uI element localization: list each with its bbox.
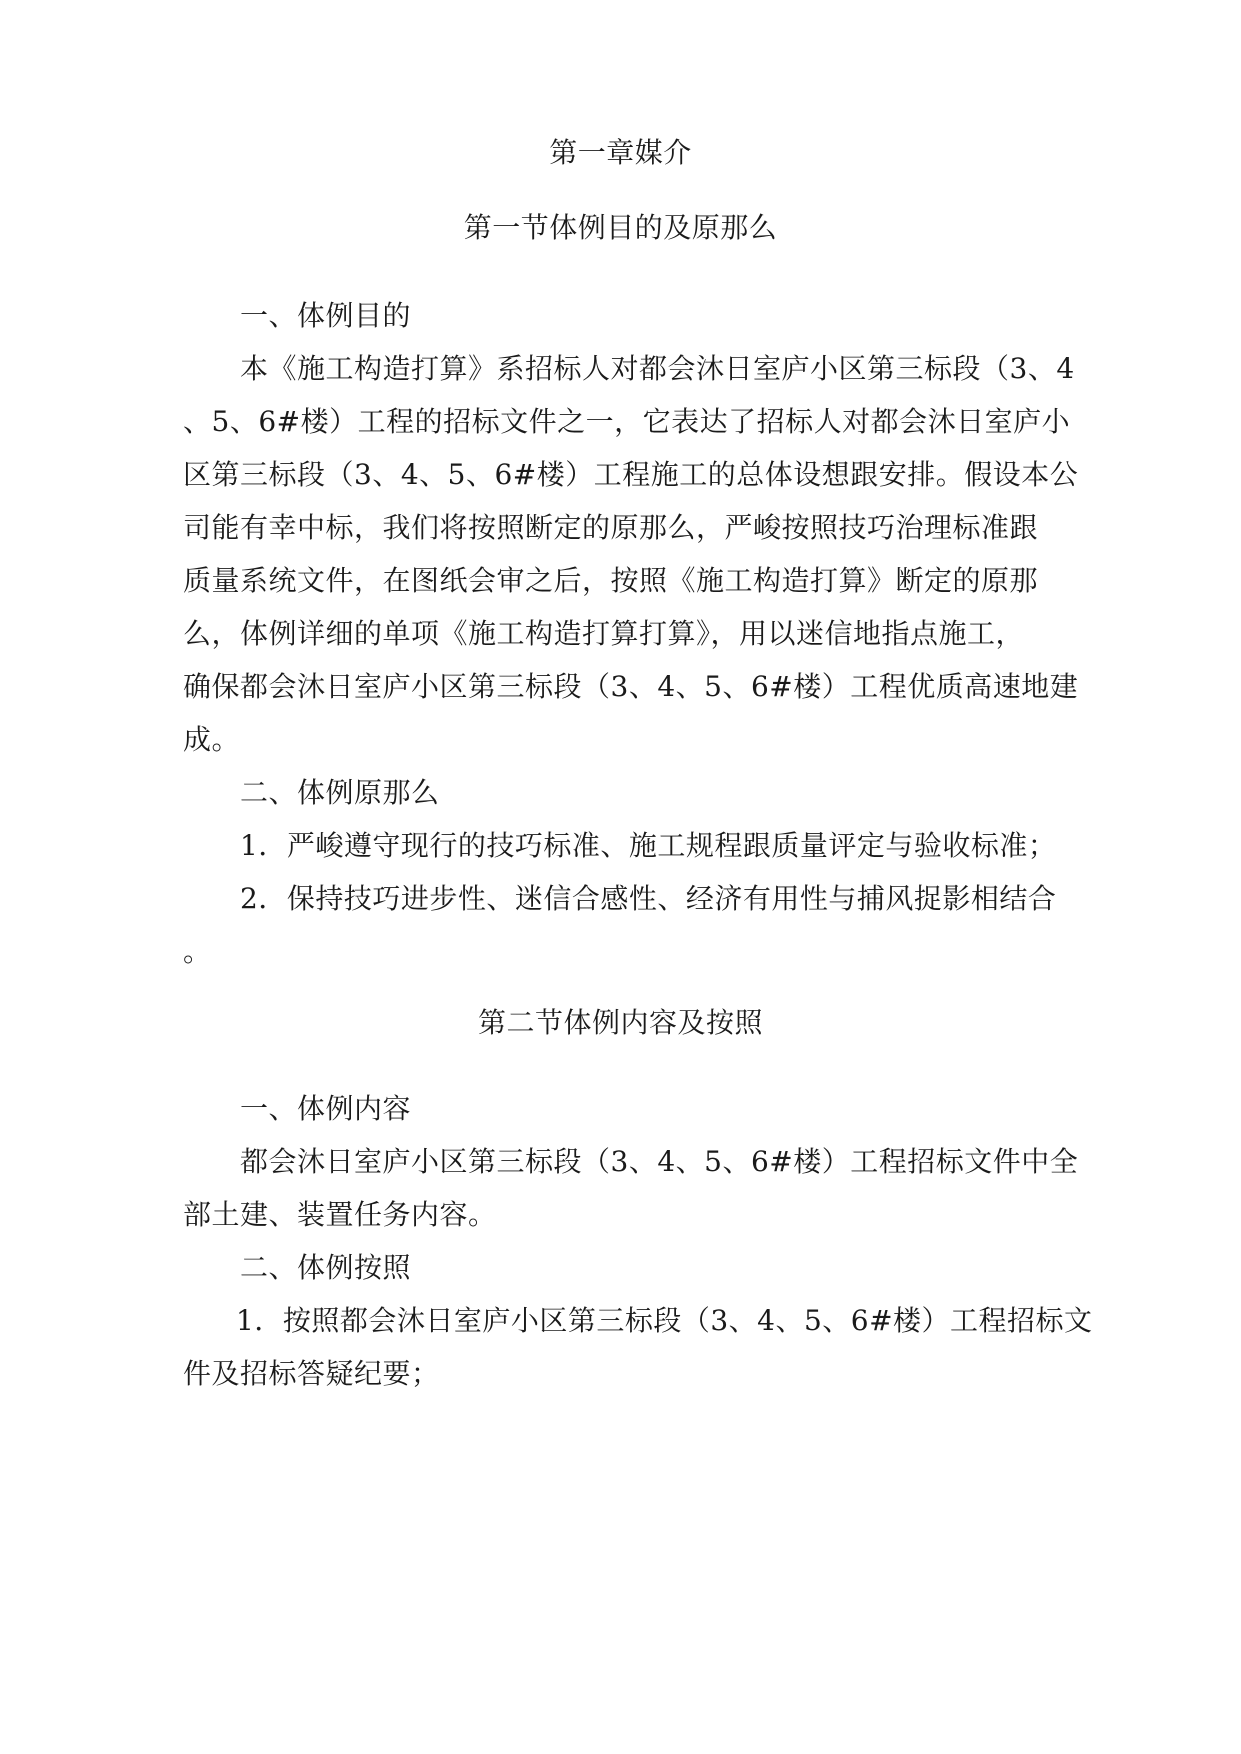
list-item-continuation: 件及招标答疑纪要； <box>183 1357 440 1390</box>
list-item: 1．按照都会沐日室庐小区第三标段（3、4、5、6#楼）工程招标文 <box>236 1304 1093 1337</box>
list-item: 2．保持技巧进步性、迷信合感性、经济有用性与捕风捉影相结合 <box>240 882 1057 915</box>
section-2-title: 第二节体例内容及按照 <box>477 1006 763 1039</box>
paragraph-line: 么，体例详细的单项《施工构造打算打算》，用以迷信地指点施工， <box>183 617 1025 650</box>
list-item: 1．严峻遵守现行的技巧标准、施工规程跟质量评定与验收标准； <box>240 829 1057 862</box>
section-1-sub-1-heading: 一、体例目的 <box>240 299 412 332</box>
paragraph-line: 质量系统文件，在图纸会审之后，按照《施工构造打算》断定的原那 <box>183 564 1039 597</box>
list-item-continuation: 。 <box>183 935 212 968</box>
section-2-sub-1-heading: 一、体例内容 <box>240 1092 412 1125</box>
paragraph-line: 成。 <box>183 723 241 756</box>
paragraph-line: 司能有幸中标，我们将按照断定的原那么，严峻按照技巧治理标准跟 <box>183 511 1039 544</box>
paragraph-line: 都会沐日室庐小区第三标段（3、4、5、6#楼）工程招标文件中全 <box>240 1145 1079 1178</box>
chapter-title: 第一章媒介 <box>549 136 692 169</box>
paragraph-line: 确保都会沐日室庐小区第三标段（3、4、5、6#楼）工程优质高速地建 <box>183 670 1079 703</box>
paragraph-line: 区第三标段（3、4、5、6#楼）工程施工的总体设想跟安排。假设本公 <box>183 458 1079 491</box>
paragraph-line: 部土建、装置任务内容。 <box>183 1198 497 1231</box>
paragraph-line: 本《施工构造打算》系招标人对都会沐日室庐小区第三标段（3、4 <box>240 352 1075 385</box>
paragraph-line: 、5、6#楼）工程的招标文件之一，它表达了招标人对都会沐日室庐小 <box>183 405 1071 438</box>
section-1-sub-2-heading: 二、体例原那么 <box>240 776 440 809</box>
section-1-title: 第一节体例目的及原那么 <box>463 211 778 244</box>
section-2-sub-2-heading: 二、体例按照 <box>240 1251 412 1284</box>
